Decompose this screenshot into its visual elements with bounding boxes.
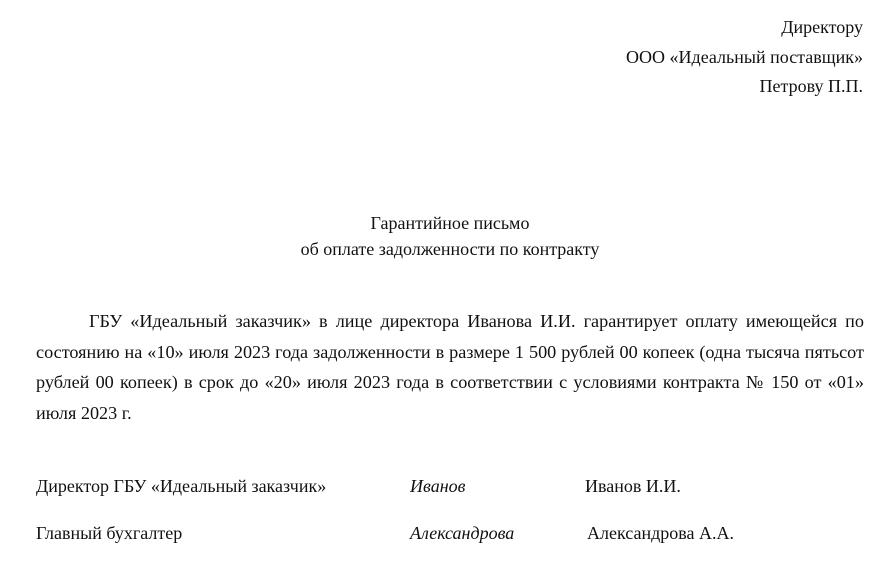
addressee-name: Петрову П.П. — [759, 76, 863, 96]
handwritten-signature: Александрова — [410, 523, 515, 543]
letter-title-line-2: об оплате задолженности по контракту — [300, 239, 600, 259]
letter-title — [0, 210, 892, 262]
letter-body-paragraph: ГБУ «Идеальный заказчик» в лице директора Иванова И.И. гарантирует оплату имеющейся по состоянию на «10» июля 2023 года задолженности в размере 1 500 рублей 00 копеек (одна тысяча пятьсот рублей 00 копеек) в срок до «20» июля 2023 года в соответствии с условиями контракта № 150 от «01» июля 2023 г. — [36, 311, 864, 423]
signature-row-chief-accountant — [36, 523, 876, 553]
addressee-position: Директору — [781, 17, 863, 37]
signature-role: Директор ГБУ «Идеальный заказчик» — [36, 476, 327, 496]
addressee-block — [626, 13, 863, 102]
handwritten-signature: Иванов — [410, 476, 466, 496]
signatory-name: Иванов И.И. — [585, 476, 681, 496]
signature-role: Главный бухгалтер — [36, 523, 183, 543]
signature-row-director — [36, 476, 876, 506]
letter-title-line-1: Гарантийное письмо — [370, 213, 530, 233]
addressee-company: ООО «Идеальный поставщик» — [626, 46, 863, 67]
signatory-name: Александрова А.А. — [587, 523, 735, 543]
